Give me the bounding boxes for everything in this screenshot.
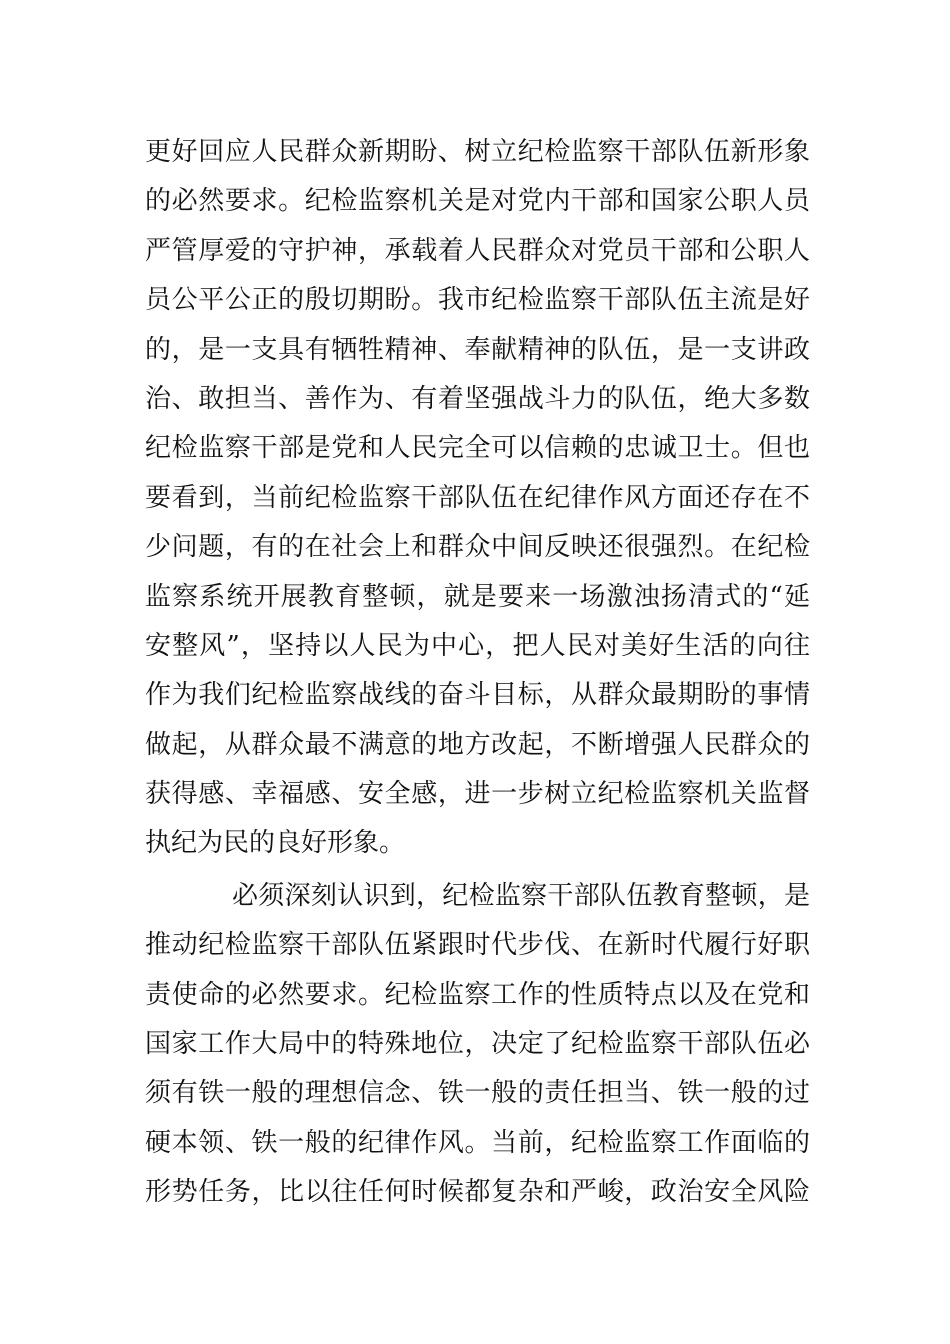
paragraph-line: 责使命的必然要求。纪检监察工作的性质特点以及在党和: [145, 979, 810, 1010]
paragraph-line: 推动纪检监察干部队伍紧跟时代步伐、在新时代履行好职: [145, 930, 810, 961]
paragraph-line: 安整风”，坚持以人民为中心，把人民对美好生活的向往: [145, 630, 810, 661]
paragraph-line: 少问题，有的在社会上和群众中间反映还很强烈。在纪检: [145, 532, 810, 563]
paragraph-line: 的，是一支具有牺牲精神、奉献精神的队伍，是一支讲政: [145, 334, 810, 365]
paragraph-line: 员公平公正的殷切期盼。我市纪检监察干部队伍主流是好: [145, 285, 810, 316]
paragraph-line: 硬本领、铁一般的纪律作风。当前，纪检监察工作面临的: [145, 1127, 810, 1158]
paragraph-line: 严管厚爱的守护神，承载着人民群众对党员干部和公职人: [145, 235, 810, 266]
paragraph-1: [145, 128, 810, 869]
paragraph-line: 更好回应人民群众新期盼、树立纪检监察干部队伍新形象: [145, 137, 810, 167]
paragraph-line: 必须深刻认识到，纪检监察干部队伍教育整顿，是: [232, 880, 810, 911]
paragraph-line: 执纪为民的良好形象。: [145, 828, 406, 859]
paragraph-line: 须有铁一般的理想信念、铁一般的责任担当、铁一般的过: [145, 1078, 810, 1109]
paragraph-line: 国家工作大局中的特殊地位，决定了纪检监察干部队伍必: [145, 1029, 810, 1060]
paragraph-line: 做起，从群众最不满意的地方改起，不断增强人民群众的: [145, 729, 810, 760]
paragraph-line: 要看到，当前纪检监察干部队伍在纪律作风方面还存在不: [145, 482, 810, 513]
paragraph-line: 获得感、幸福感、安全感，进一步树立纪检监察机关监督: [145, 779, 810, 810]
paragraph-line: 监察系统开展教育整顿，就是要来一场激浊扬清式的“延: [145, 581, 810, 612]
paragraph-line: 的必然要求。纪检监察机关是对党内干部和国家公职人员: [145, 186, 810, 217]
paragraph-line: 治、敢担当、善作为、有着坚强战斗力的队伍，绝大多数: [145, 383, 810, 414]
paragraph-line: 形势任务，比以往任何时候都复杂和严峻，政治安全风险: [145, 1177, 810, 1208]
document-body: [145, 128, 810, 1218]
paragraph-2: [145, 872, 810, 1218]
paragraph-line: 纪检监察干部是党和人民完全可以信赖的忠诚卫士。但也: [145, 433, 810, 464]
paragraph-line: 作为我们纪检监察战线的奋斗目标，从群众最期盼的事情: [145, 680, 810, 711]
